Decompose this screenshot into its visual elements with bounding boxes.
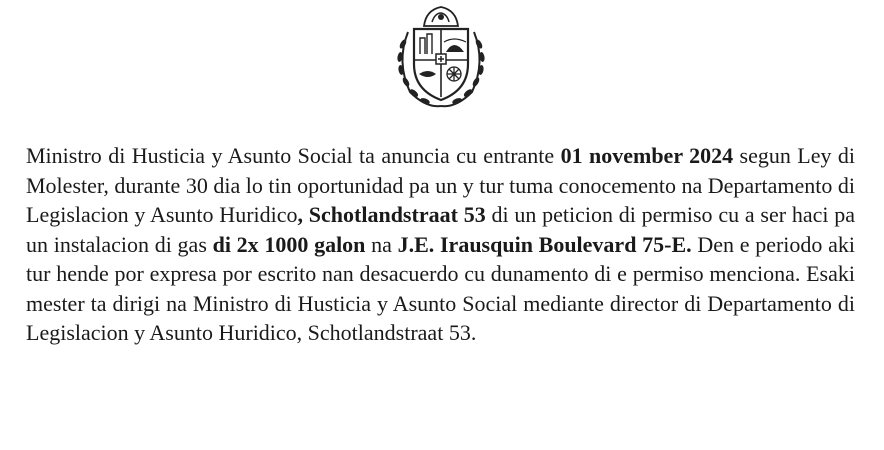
notice-text-2: segun Ley di Molester, durante 30 dia lo tin oportunidad pa un y tur tuma conocemento na Departamento di Legislacion y Asunto Huridico — [26, 143, 855, 227]
notice-capacity: di 2x 1000 galon — [212, 231, 366, 257]
notice-text-1: Ministro di Husticia y Asunto Social ta anuncia cu entrante — [26, 143, 561, 168]
notice-location: J.E. Irausquin Boulevard 75-E. — [397, 231, 692, 257]
notice-street-address: , Schotlandstraat 53 — [297, 202, 486, 227]
coat-of-arms-emblem — [388, 2, 494, 112]
notice-text-5: Den e periodo aki tur hende por expresa por escrito nan desacuerdo cu dunamento di e permiso menciona. Esaki mester ta dirigi na Ministro di Husticia y Asunto Social mediante director di Departamento di Legislacion y Asunto Huridico, Schotlandstraat 53. — [26, 231, 855, 345]
notice-text-4: na — [365, 231, 398, 257]
notice-paragraph — [26, 141, 855, 348]
notice-text-3: di un peticion di permiso cu a ser haci pa un instalacion di gas — [26, 202, 856, 257]
notice-date: 01 november 2024 — [560, 143, 734, 168]
